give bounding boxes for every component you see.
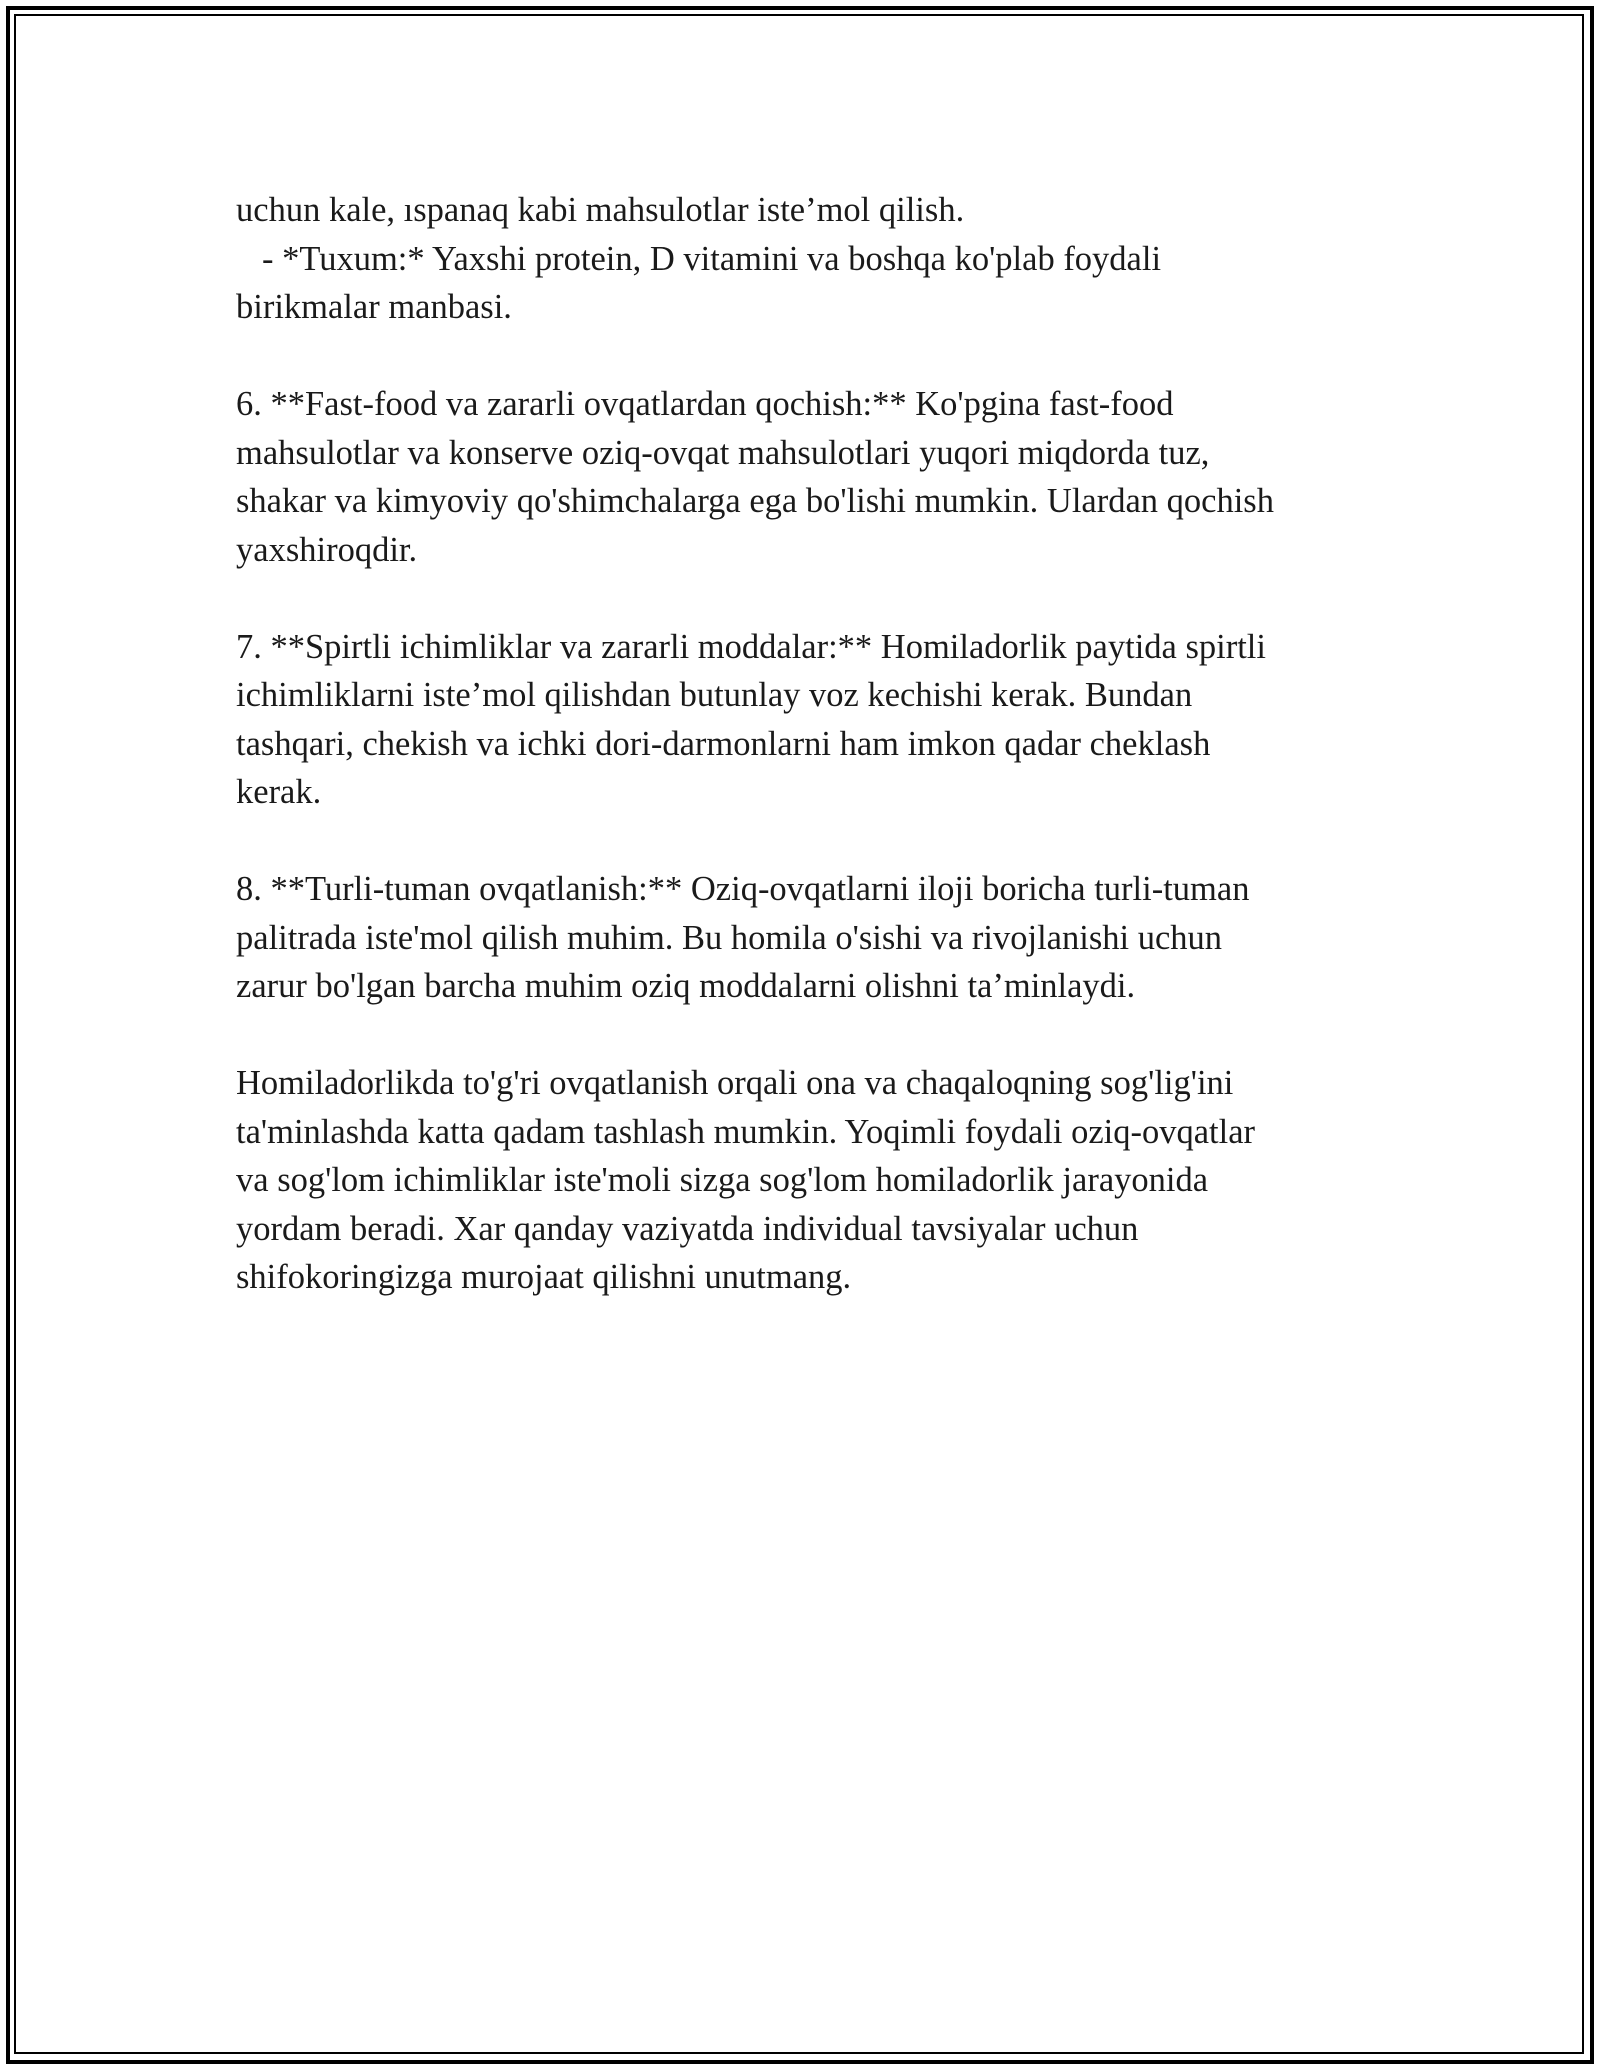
item-8-line: palitrada iste'mol qilish muhim. Bu homila o'sishi va rivojlanishi uchun <box>236 918 1223 957</box>
item-6-line: 6. **Fast-food va zararli ovqatlardan qochish:** Ko'pgina fast-food <box>236 385 1174 423</box>
document-body <box>236 186 1366 1302</box>
item-6-paragraph <box>236 380 1366 574</box>
bullet-tuxum-line-1: - *Tuxum:* Yaxshi protein, D vitamini va boshqa ko'plab foydali <box>262 239 1162 278</box>
item-6-line: yaxshiroqdir. <box>236 530 418 569</box>
item-7-line: 7. **Spirtli ichimliklar va zararli moddalar:** Homiladorlik paytida spirtli <box>236 627 1266 666</box>
item-8-line: zarur bo'lgan barcha muhim oziq moddalarni olishni ta’minlaydi. <box>236 967 1136 1005</box>
conclusion-line: Homiladorlikda to'g'ri ovqatlanish orqali ona va chaqaloqning sog'lig'ini <box>236 1064 1234 1102</box>
item-8-line: 8. **Turli-tuman ovqatlanish:** Oziq-ovqatlarni iloji boricha turli-tuman <box>236 870 1250 908</box>
item-7-line: tashqari, chekish va ichki dori-darmonlarni ham imkon qadar cheklash <box>236 724 1211 763</box>
conclusion-paragraph <box>236 1059 1366 1302</box>
paragraph-gap <box>236 332 1366 381</box>
item-7-line: ichimliklarni iste’mol qilishdan butunlay voz kechishi kerak. Bundan <box>236 676 1193 714</box>
conclusion-line: va sog'lom ichimliklar iste'moli sizga sog'lom homiladorlik jarayonida <box>236 1161 1209 1199</box>
conclusion-line: ta'minlashda katta qadam tashlash mumkin. Yoqimli foydali oziq-ovqatlar <box>236 1112 1255 1151</box>
continuation-line: uchun kale, ıspanaq kabi mahsulotlar iste’mol qilish. <box>236 191 965 229</box>
bullet-tuxum-line-2: birikmalar manbasi. <box>236 288 512 326</box>
item-7-line: kerak. <box>236 773 322 811</box>
conclusion-line: yordam beradi. Xar qanday vaziyatda individual tavsiyalar uchun <box>236 1209 1139 1248</box>
item-7-paragraph <box>236 623 1366 817</box>
item-8-paragraph <box>236 865 1366 1011</box>
item-6-line: shakar va kimyoviy qo'shimchalarga ega bo'lishi mumkin. Ulardan qochish <box>236 482 1274 520</box>
paragraph-gap <box>236 817 1366 866</box>
paragraph-gap <box>236 574 1366 623</box>
conclusion-line: shifokoringizga murojaat qilishni unutmang. <box>236 1258 852 1296</box>
item-6-line: mahsulotlar va konserve oziq-ovqat mahsulotlari yuqori miqdorda tuz, <box>236 433 1210 472</box>
paragraph-gap <box>236 1011 1366 1060</box>
